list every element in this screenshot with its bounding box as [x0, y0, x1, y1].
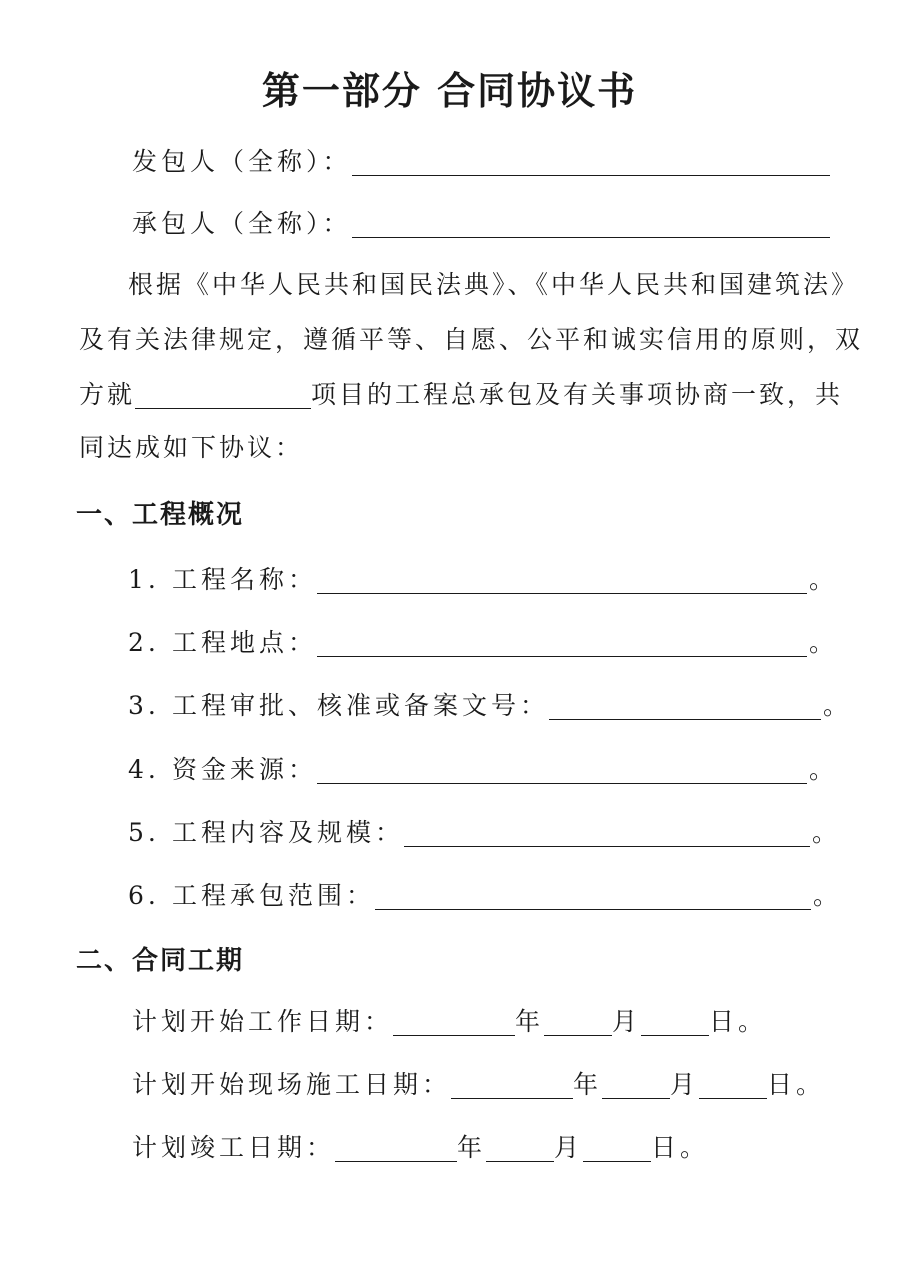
item-2-blank[interactable]: [317, 626, 807, 657]
start-construction-year-text: 年: [573, 1070, 603, 1099]
item-1: [128, 556, 838, 596]
item-1-label: 工程名称：: [172, 565, 318, 594]
item-5-blank[interactable]: [404, 816, 810, 847]
start-work-date-row: [132, 998, 767, 1038]
item-4-blank[interactable]: [317, 753, 807, 784]
completion-day-blank[interactable]: [583, 1131, 651, 1162]
item-2-end: 。: [809, 628, 839, 657]
item-6-number: 6.: [128, 881, 160, 910]
item-6-end: 。: [813, 881, 843, 910]
start-construction-month-text: 月: [670, 1070, 700, 1099]
page-title: 第一部分 合同协议书: [261, 69, 638, 113]
section-1-heading: 一、工程概况: [76, 500, 245, 530]
completion-date-label: 计划竣工日期：: [132, 1133, 336, 1162]
employer-label: 发包人（全称）：: [132, 147, 352, 176]
item-3-blank[interactable]: [549, 689, 821, 720]
intro-line-3-prefix: 方就: [79, 380, 136, 409]
item-4-end: 。: [809, 755, 839, 784]
start-work-month-text: 月: [612, 1007, 642, 1036]
completion-day-text: 日。: [651, 1133, 710, 1162]
item-3: [128, 682, 852, 722]
item-6-blank[interactable]: [375, 879, 811, 910]
item-3-number: 3.: [128, 691, 160, 720]
start-construction-month-blank[interactable]: [602, 1068, 670, 1099]
completion-year-blank[interactable]: [335, 1131, 457, 1162]
contractor-blank[interactable]: [352, 207, 830, 238]
project-name-blank[interactable]: [135, 384, 311, 409]
completion-date-row: [132, 1124, 709, 1164]
start-work-month-blank[interactable]: [544, 1005, 612, 1036]
item-5: [128, 809, 841, 849]
intro-line-3: [79, 379, 844, 411]
start-construction-date-row: [132, 1061, 825, 1101]
item-2: [128, 619, 838, 659]
item-4-number: 4.: [128, 755, 160, 784]
intro-line-3-suffix: 项目的工程总承包及有关事项协商一致，共: [311, 380, 844, 409]
item-1-number: 1.: [128, 565, 160, 594]
start-construction-day-text: 日。: [767, 1070, 826, 1099]
start-construction-date-label: 计划开始现场施工日期：: [132, 1070, 452, 1099]
start-construction-day-blank[interactable]: [699, 1068, 767, 1099]
start-construction-year-blank[interactable]: [451, 1068, 573, 1099]
completion-month-text: 月: [554, 1133, 584, 1162]
item-3-end: 。: [823, 691, 853, 720]
start-work-date-label: 计划开始工作日期：: [132, 1007, 394, 1036]
item-6-label: 工程承包范围：: [172, 881, 376, 910]
item-5-label: 工程内容及规模：: [172, 818, 405, 847]
start-work-year-text: 年: [515, 1007, 545, 1036]
intro-line-4: 同达成如下协议：: [79, 433, 304, 462]
item-4: [128, 746, 838, 786]
item-6: [128, 872, 842, 912]
contractor-label: 承包人（全称）：: [132, 209, 352, 238]
item-5-end: 。: [812, 818, 842, 847]
item-4-label: 资金来源：: [172, 755, 318, 784]
intro-line-1: 根据《中华人民共和国民法典》、《中华人民共和国建筑法》: [128, 270, 860, 299]
completion-month-blank[interactable]: [486, 1131, 554, 1162]
employer-line: [132, 138, 830, 178]
item-2-label: 工程地点：: [172, 628, 318, 657]
item-3-label: 工程审批、核准或备案文号：: [172, 691, 550, 720]
start-work-year-blank[interactable]: [393, 1005, 515, 1036]
contractor-line: [132, 200, 830, 240]
section-2-heading: 二、合同工期: [76, 946, 245, 976]
employer-blank[interactable]: [352, 145, 830, 176]
start-work-day-blank[interactable]: [641, 1005, 709, 1036]
intro-line-2: 及有关法律规定，遵循平等、自愿、公平和诚实信用的原则，双: [79, 325, 864, 354]
item-1-end: 。: [809, 565, 839, 594]
item-2-number: 2.: [128, 628, 160, 657]
item-5-number: 5.: [128, 818, 160, 847]
completion-year-text: 年: [457, 1133, 487, 1162]
start-work-day-text: 日。: [709, 1007, 768, 1036]
item-1-blank[interactable]: [317, 563, 807, 594]
